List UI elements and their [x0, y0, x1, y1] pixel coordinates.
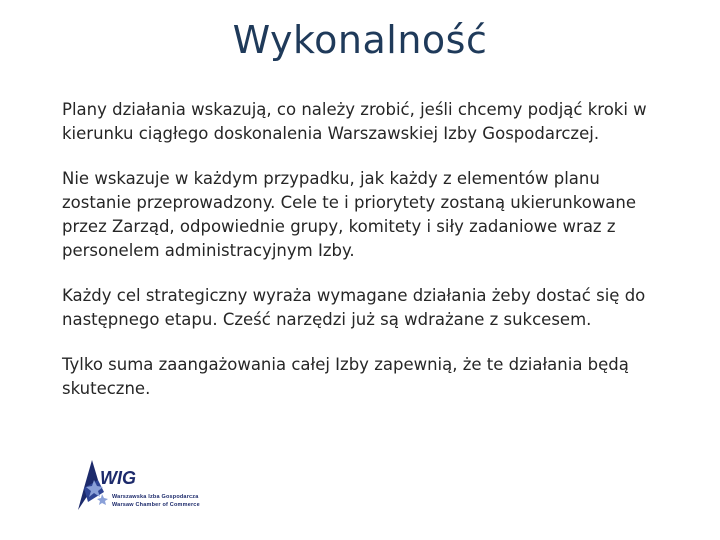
paragraph-4: Tylko suma zaangażowania całej Izby zapewnią, że te działania będą skuteczne. — [62, 355, 629, 398]
logo-line-2: Warsaw Chamber of Commerce — [112, 502, 200, 508]
slide-title: Wykonalność — [232, 18, 488, 62]
logo-line-1: Warszawska Izba Gospodarcza — [112, 494, 199, 500]
paragraph-3: Każdy cel strategiczny wyraża wymagane działania żeby dostać się do następnego etapu. Cześć narzędzi już są wdrażane z sukcesem. — [62, 286, 646, 329]
logo-abbreviation: WIG — [100, 468, 136, 488]
slide-body — [62, 98, 662, 422]
wig-logo — [78, 458, 208, 514]
paragraph-2: Nie wskazuje w każdym przypadku, jak każdy z elementów planu zostanie przeprowadzony. Cele te i priorytety zostaną ukierunkowane przez Zarząd, odpowiednie grupy, komitety i siły zadaniowe wraz z personelem administracyjnym Izby. — [62, 169, 637, 260]
paragraph-1: Plany działania wskazują, co należy zrobić, jeśli chcemy podjąć kroki w kierunku ciągłego doskonalenia Warszawskiej Izby Gospodarczej. — [62, 100, 647, 143]
